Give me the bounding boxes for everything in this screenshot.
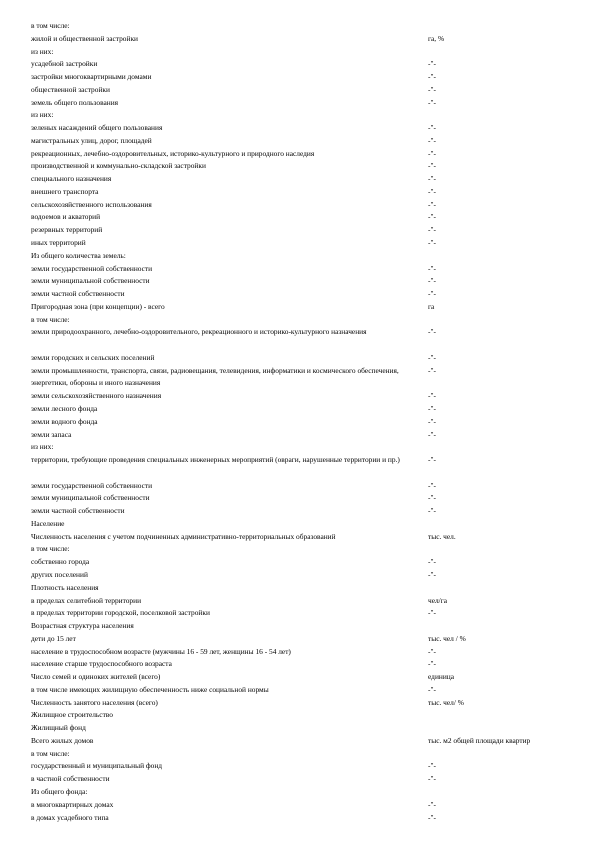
unit-label: -"- — [428, 199, 436, 209]
indicator-label: застройки многоквартирными домами — [31, 72, 152, 82]
unit-label: -"- — [428, 480, 436, 490]
table-row — [31, 773, 571, 786]
unit-label: -"- — [428, 493, 436, 503]
table-row — [31, 211, 571, 224]
indicator-label: усадебной застройки — [31, 59, 98, 69]
table-row — [31, 620, 571, 633]
unit-label: -"- — [428, 97, 436, 107]
indicator-label: дети до 15 лет — [31, 633, 76, 643]
table-row — [31, 658, 571, 671]
indicator-label: в том числе: — [31, 314, 70, 324]
table-row — [31, 199, 571, 212]
indicator-label: собственно города — [31, 557, 90, 567]
table-row — [31, 760, 571, 773]
indicator-label: земли водного фонда — [31, 416, 98, 426]
table-row — [31, 480, 571, 493]
unit-label: -"- — [428, 774, 436, 784]
unit-label: -"- — [428, 429, 436, 439]
indicator-label: Численность населения с учетом подчиненных административно-территориальных образований — [31, 531, 336, 541]
unit-label: -"- — [428, 238, 436, 248]
indicator-label: в пределах территории городской, поселковой застройки — [31, 608, 210, 618]
indicator-label: земли государственной собственности — [31, 480, 153, 490]
table-row — [31, 403, 571, 416]
indicator-label: сельскохозяйственного использования — [31, 199, 152, 209]
indicator-label: в том числе: — [31, 21, 70, 30]
table-row — [31, 237, 571, 250]
table-row — [31, 97, 571, 110]
unit-label: тыс. чел/ % — [428, 697, 464, 707]
unit-label: чел/га — [428, 595, 448, 605]
table-row — [31, 454, 571, 480]
unit-label: -"- — [428, 812, 436, 822]
unit-label: -"- — [428, 557, 436, 567]
indicator-label: Плотность населения — [31, 582, 99, 592]
indicator-label: из них: — [31, 46, 54, 56]
unit-label: -"- — [428, 646, 436, 656]
indicator-label: в частной собственности — [31, 774, 110, 784]
indicator-label: земли природоохранного, лечебно-оздоровительного, рекреационного и историко-культурного назначения — [31, 327, 367, 337]
indicator-label: земли частной собственности — [31, 289, 125, 299]
unit-label: -"- — [428, 212, 436, 222]
indicator-label: водоемов и акваторий — [31, 212, 101, 222]
table-row — [31, 429, 571, 442]
unit-label: -"- — [428, 799, 436, 809]
indicator-label: иных территорий — [31, 238, 86, 248]
unit-label: -"- — [428, 186, 436, 196]
indicator-label: земель общего пользования — [31, 97, 119, 107]
table-row — [31, 84, 571, 97]
table-row — [31, 786, 571, 799]
table-row — [31, 288, 571, 301]
table-row — [31, 607, 571, 620]
table-row — [31, 352, 571, 365]
unit-label: -"- — [428, 391, 436, 401]
table-row — [31, 33, 571, 46]
unit-label: -"- — [428, 59, 436, 69]
table-row — [31, 709, 571, 722]
indicator-label: в пределах селитебной территории — [31, 595, 142, 605]
table-row — [31, 173, 571, 186]
table-row — [31, 812, 571, 825]
table-row — [31, 646, 571, 659]
indicator-label: государственный и муниципальный фонд — [31, 761, 163, 771]
indicator-label: земли запаса — [31, 429, 72, 439]
unit-label: -"- — [428, 289, 436, 299]
table-row — [31, 186, 571, 199]
table-row — [31, 569, 571, 582]
unit-label: -"- — [428, 416, 436, 426]
table-row — [31, 633, 571, 646]
unit-label: -"- — [428, 365, 436, 375]
indicator-label: в том числе: — [31, 748, 70, 758]
indicator-label: магистральных улиц, дорог, площадей — [31, 135, 152, 145]
unit-label: тыс. чел. — [428, 531, 456, 541]
unit-label: -"- — [428, 84, 436, 94]
indicator-label: земли муниципальной собственности — [31, 276, 150, 286]
indicator-label: в том числе имеющих жилищную обеспеченность ниже социальной нормы — [31, 684, 269, 694]
unit-label: -"- — [428, 174, 436, 184]
indicator-label: резервных территорий — [31, 225, 103, 235]
unit-label: единица — [428, 672, 455, 682]
table-row — [31, 135, 571, 148]
unit-label: тыс. чел / % — [428, 633, 466, 643]
table-row — [31, 531, 571, 544]
indicator-label: Жилищный фонд — [31, 723, 86, 733]
indicator-label: Всего жилых домов — [31, 735, 94, 745]
table-row — [31, 671, 571, 684]
indicator-label: производственной и коммунально-складской застройки — [31, 161, 206, 171]
table-row — [31, 518, 571, 531]
unit-label: -"- — [428, 684, 436, 694]
table-row — [31, 365, 571, 391]
indicator-label: Из общего фонда: — [31, 786, 88, 796]
table-row — [31, 122, 571, 135]
indicator-label: общественной застройки — [31, 84, 110, 94]
table-row — [31, 314, 571, 327]
unit-label: га, % — [428, 33, 445, 43]
unit-label: -"- — [428, 404, 436, 413]
table-row — [31, 441, 571, 454]
table-row — [31, 416, 571, 429]
table-row — [31, 595, 571, 608]
indicator-label: в домах усадебного типа — [31, 812, 109, 822]
indicator-label: земли частной собственности — [31, 506, 125, 516]
indicator-label: земли лесного фонда — [31, 404, 98, 413]
table-row — [31, 697, 571, 710]
indicator-label: население в трудоспособном возрасте (мужчины 16 - 59 лет, женщины 16 - 54 лет) — [31, 646, 291, 656]
unit-label: га — [428, 301, 435, 311]
unit-label: -"- — [428, 761, 436, 771]
unit-label: -"- — [428, 161, 436, 171]
unit-label: -"- — [428, 263, 436, 273]
indicator-label: земли городских и сельских поселений — [31, 352, 155, 362]
table-row — [31, 71, 571, 84]
unit-label: -"- — [428, 569, 436, 579]
table-row — [31, 390, 571, 403]
document-body — [31, 20, 571, 824]
table-row — [31, 58, 571, 71]
table-row — [31, 582, 571, 595]
indicator-label: внешнего транспорта — [31, 186, 99, 196]
table-row — [31, 748, 571, 761]
table-row — [31, 160, 571, 173]
unit-label: -"- — [428, 148, 436, 158]
table-row — [31, 543, 571, 556]
indicator-label: в многоквартирных домах — [31, 799, 114, 809]
table-row — [31, 799, 571, 812]
indicator-label: Пригородная зона (при концепции) - всего — [31, 301, 165, 311]
table-row — [31, 556, 571, 569]
indicator-label: земли промышленности, транспорта, связи, радиовещания, телевидения, информатики и космического обеспечения, энергетики, обороны и иного назначения — [31, 365, 399, 388]
indicator-label: специального назначения — [31, 174, 112, 184]
indicator-label: Число семей и одиноких жителей (всего) — [31, 672, 161, 682]
table-row — [31, 301, 571, 314]
unit-label: -"- — [428, 506, 436, 516]
indicator-label: Возрастная структура населения — [31, 621, 134, 631]
indicator-label: рекреационных, лечебно-оздоровительных, историко-культурного и природного наследия — [31, 148, 315, 158]
indicator-label: территории, требующие проведения специальных инженерных мероприятий (овраги, нарушенные территории и пр.) — [31, 455, 400, 465]
table-row — [31, 263, 571, 276]
indicator-label: в том числе: — [31, 544, 70, 554]
table-row — [31, 20, 571, 33]
unit-label: -"- — [428, 608, 436, 618]
indicator-label: земли муниципальной собственности — [31, 493, 150, 503]
unit-label: -"- — [428, 225, 436, 235]
unit-label: -"- — [428, 327, 436, 337]
table-row — [31, 109, 571, 122]
table-row — [31, 492, 571, 505]
indicator-label: население старше трудоспособного возраста — [31, 659, 172, 669]
indicator-label: Население — [31, 518, 65, 528]
unit-label: -"- — [428, 352, 436, 362]
indicator-label: земли сельскохозяйственного назначения — [31, 391, 162, 401]
indicator-label: Численность занятого населения (всего) — [31, 697, 158, 707]
table-row — [31, 250, 571, 263]
table-row — [31, 326, 571, 352]
unit-label: -"- — [428, 72, 436, 82]
table-row — [31, 148, 571, 161]
table-row — [31, 275, 571, 288]
table-row — [31, 684, 571, 697]
table-row — [31, 735, 571, 748]
table-row — [31, 224, 571, 237]
indicator-label: зеленых насаждений общего пользования — [31, 123, 163, 133]
table-row — [31, 505, 571, 518]
indicator-label: жилой и общественной застройки — [31, 33, 138, 43]
indicator-label: Из общего количества земель: — [31, 250, 126, 260]
indicator-label: из них: — [31, 442, 54, 452]
indicator-label: земли государственной собственности — [31, 263, 153, 273]
table-row — [31, 46, 571, 59]
indicator-label: из них: — [31, 110, 54, 120]
unit-label: -"- — [428, 455, 436, 465]
indicator-label: других поселений — [31, 569, 88, 579]
unit-label: -"- — [428, 135, 436, 145]
table-row — [31, 722, 571, 735]
unit-label: -"- — [428, 276, 436, 286]
unit-label: тыс. м2 общей площади квартир — [428, 735, 531, 745]
indicator-label: Жилищное строительство — [31, 710, 113, 720]
unit-label: -"- — [428, 659, 436, 669]
unit-label: -"- — [428, 123, 436, 133]
